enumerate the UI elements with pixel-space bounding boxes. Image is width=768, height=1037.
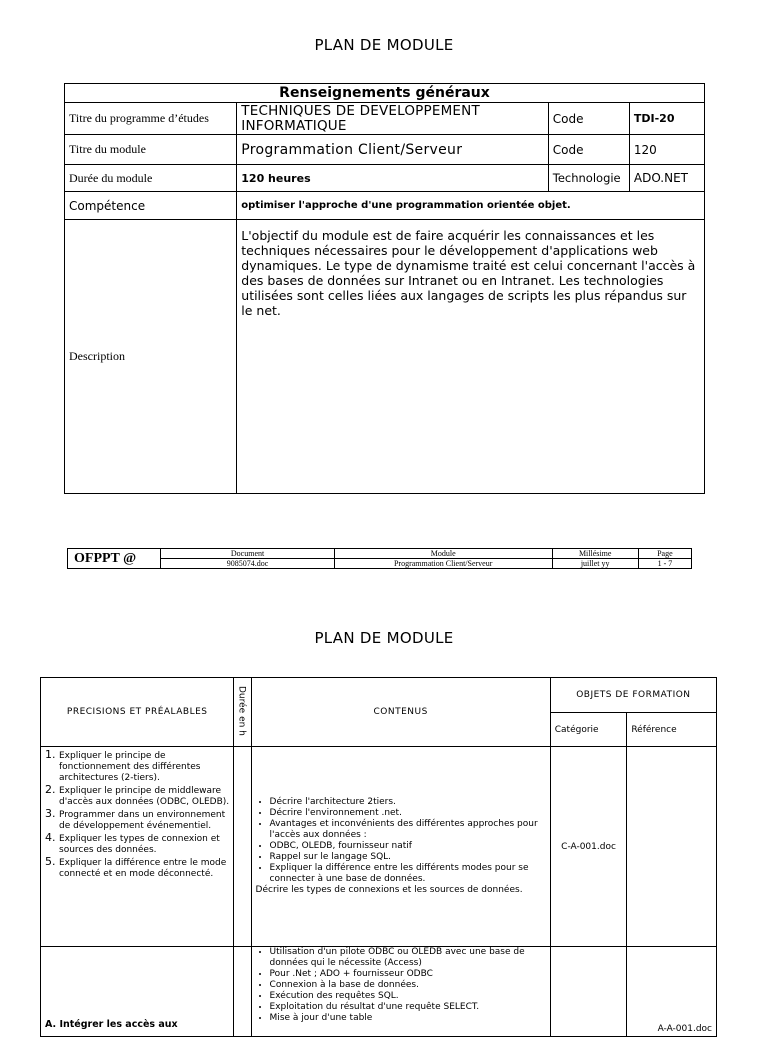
contenus-list-2 bbox=[256, 947, 546, 1024]
technology-value: ADO.NET bbox=[629, 165, 704, 192]
list-item: • Exécution des requêtes SQL. bbox=[270, 991, 546, 1002]
precisions-cell-2: A. Intégrer les accès aux bbox=[41, 947, 234, 1037]
list-item: • Exploitation du résultat d'une requête SELECT. bbox=[270, 1002, 546, 1013]
technology-label: Technologie bbox=[548, 165, 629, 192]
contenus-cell-2 bbox=[251, 947, 550, 1037]
module-title-value: Programmation Client/Serveur bbox=[237, 135, 548, 165]
code-label: Code bbox=[548, 103, 629, 135]
footer-header-module: Module bbox=[334, 549, 552, 559]
program-title-value: TECHNIQUES DE DEVELOPPEMENT INFORMATIQUE bbox=[237, 103, 548, 135]
competence-value: optimiser l'approche d'une programmation orientée objet. bbox=[237, 192, 705, 220]
description-label: Description bbox=[65, 220, 237, 494]
program-title-label: Titre du programme d’études bbox=[65, 103, 237, 135]
list-item: • Décrire l'architecture 2tiers. bbox=[270, 797, 546, 808]
footer-millesime-value: juillet yy bbox=[552, 559, 638, 569]
module-plan-table bbox=[40, 677, 717, 1037]
module-title-label: Titre du module bbox=[65, 135, 237, 165]
header-duree bbox=[234, 678, 251, 747]
list-item: 4. Expliquer les types de connexion et sources des données. bbox=[59, 832, 229, 856]
reference-cell-2: A-A-001.doc bbox=[627, 947, 717, 1037]
general-info-table bbox=[64, 83, 705, 494]
list-item: • Avantages et inconvénients des différentes approches pour l'accès aux données : bbox=[270, 819, 546, 841]
ofppt-brand: OFPPT @ bbox=[68, 549, 161, 569]
module-code-value: 120 bbox=[629, 135, 704, 165]
competence-label: Compétence bbox=[65, 192, 237, 220]
precisions-cell bbox=[41, 747, 234, 947]
precisions-list bbox=[45, 749, 229, 880]
categorie-cell: C-A-001.doc bbox=[550, 747, 627, 947]
list-item: 1. Expliquer le principe de fonctionnement des différentes architectures (2-tiers). bbox=[59, 749, 229, 784]
footer-document-value: 9085074.doc bbox=[161, 559, 335, 569]
duration-value: 120 heures bbox=[237, 165, 548, 192]
table-header: Renseignements généraux bbox=[65, 84, 705, 103]
duree-cell bbox=[234, 747, 251, 947]
header-objets: OBJETS DE FORMATION bbox=[550, 678, 716, 713]
page-title: PLAN DE MODULE bbox=[314, 36, 454, 54]
header-duree-label: Durée en h bbox=[236, 686, 247, 736]
footer-page-value: 1 - 7 bbox=[638, 559, 691, 569]
list-item: • Décrire l'environnement .net. bbox=[270, 808, 546, 819]
footer-header-document: Document bbox=[161, 549, 335, 559]
module-code-label: Code bbox=[548, 135, 629, 165]
header-reference: Référence bbox=[627, 713, 717, 747]
list-item: 2. Expliquer le principe de middleware d'accès aux données (ODBC, OLEDB). bbox=[59, 784, 229, 808]
duree-cell-2 bbox=[234, 947, 251, 1037]
header-categorie: Catégorie bbox=[550, 713, 627, 747]
footer-header-page: Page bbox=[638, 549, 691, 559]
contenus-cell bbox=[251, 747, 550, 947]
list-item: • ODBC, OLEDB, fournisseur natif bbox=[270, 841, 546, 852]
footer-module-value: Programmation Client/Serveur bbox=[334, 559, 552, 569]
list-item: 5. Expliquer la différence entre le mode connecté et en mode déconnecté. bbox=[59, 856, 229, 880]
list-item: • Pour .Net ; ADO + fournisseur ODBC bbox=[270, 969, 546, 980]
document-footer bbox=[67, 548, 692, 569]
footer-header-millesime: Millésime bbox=[552, 549, 638, 559]
reference-cell bbox=[627, 747, 717, 947]
header-contenus: CONTENUS bbox=[251, 678, 550, 747]
list-item: • Utilisation d'un pilote ODBC ou OLEDB avec une base de données qui le nécessite (Access) bbox=[270, 947, 546, 969]
page-title-2: PLAN DE MODULE bbox=[314, 629, 454, 647]
header-precisions: PRECISIONS ET PRÉALABLES bbox=[41, 678, 234, 747]
list-item: • Connexion à la base de données. bbox=[270, 980, 546, 991]
description-value: L'objectif du module est de faire acquérir les connaissances et les techniques nécessaires pour le développement d'applications web dynamiques. Le type de dynamisme traité est celui concernant l'accès à des bases de données sur Intranet ou en Intranet. Les technologies utilisées sont celles liées aux langages de scripts les plus répandus sur le net. bbox=[237, 220, 705, 494]
code-value: TDI-20 bbox=[629, 103, 704, 135]
list-item: 3. Programmer dans un environnement de développement événementiel. bbox=[59, 808, 229, 832]
contenus-tail: Décrire les types de connexions et les sources de données. bbox=[255, 885, 523, 895]
duration-label: Durée du module bbox=[65, 165, 237, 192]
list-item: • Expliquer la différence entre les différents modes pour se connecter à une base de données. bbox=[270, 863, 546, 885]
categorie-cell-2 bbox=[550, 947, 627, 1037]
list-item: • Mise à jour d'une table bbox=[270, 1013, 546, 1024]
contenus-list bbox=[256, 797, 546, 885]
list-item: • Rappel sur le langage SQL. bbox=[270, 852, 546, 863]
